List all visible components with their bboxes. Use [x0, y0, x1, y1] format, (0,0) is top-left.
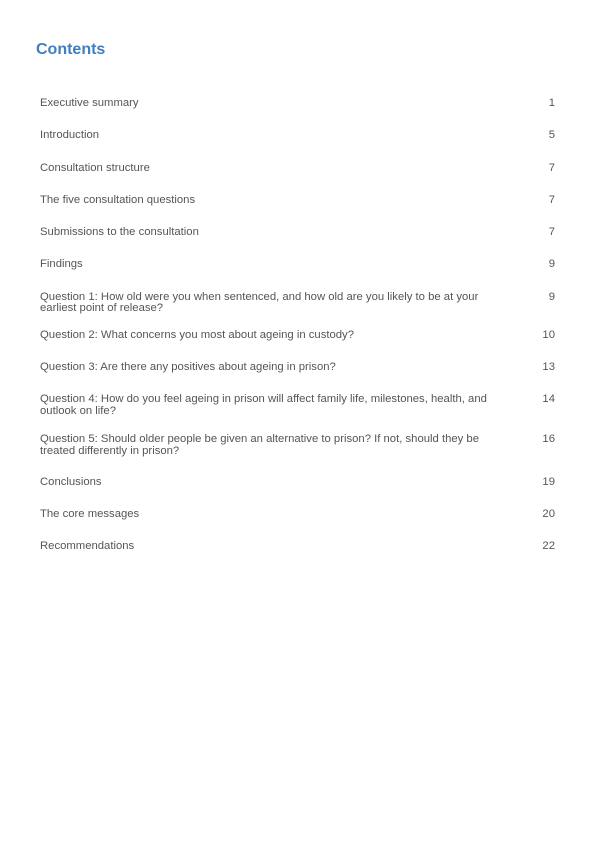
toc-entry-page-number: 7: [548, 193, 555, 206]
toc-entry[interactable]: [40, 394, 555, 434]
toc-entry-title: Conclusions: [40, 475, 102, 488]
contents-heading: Contents: [36, 41, 106, 58]
toc-entry-title: Recommendations: [40, 540, 135, 553]
toc-entry-page-number: 16: [542, 433, 555, 446]
toc-entry-page-number: 10: [542, 328, 555, 341]
table-of-contents: [40, 98, 555, 565]
toc-entry[interactable]: [40, 477, 555, 510]
toc-entry-title: Question 3: Are there any positives about ageing in prison?: [40, 360, 336, 373]
toc-entry[interactable]: [40, 163, 555, 195]
toc-entry-title: Submissions to the consultation: [40, 226, 199, 239]
toc-entry-title: Introduction: [40, 129, 100, 142]
toc-entry[interactable]: [40, 259, 555, 291]
toc-entry-page-number: 13: [542, 360, 555, 373]
toc-entry-title: Question 5: Should older people be given an alternative to prison? If not, should they be treated differently in prison?: [40, 433, 479, 457]
toc-entry-page-number: 1: [548, 97, 555, 109]
toc-entry-page-number: 9: [548, 290, 555, 303]
toc-entry-page-number: 7: [548, 161, 555, 174]
toc-entry-page-number: 14: [542, 393, 555, 406]
toc-entry[interactable]: [40, 292, 555, 330]
toc-entry[interactable]: [40, 227, 555, 259]
toc-entry[interactable]: [40, 195, 555, 227]
toc-entry-title: The five consultation questions: [40, 193, 196, 206]
toc-entry-title: Consultation structure: [40, 161, 150, 174]
toc-entry[interactable]: [40, 509, 555, 541]
toc-entry[interactable]: [40, 541, 555, 565]
toc-entry-page-number: 22: [542, 540, 555, 553]
toc-entry-title: Question 4: How do you feel ageing in prison will affect family life, milestones, health, and outlook on life?: [40, 393, 487, 417]
toc-entry-page-number: 5: [548, 129, 555, 142]
toc-entry-title: Question 1: How old were you when sentenced, and how old are you likely to be at your earliest point of release?: [40, 290, 479, 315]
toc-entry-title: Findings: [40, 258, 83, 271]
toc-entry[interactable]: [40, 330, 555, 362]
toc-entry[interactable]: [40, 98, 555, 130]
toc-entry-page-number: 19: [542, 475, 555, 488]
toc-entry[interactable]: [40, 130, 555, 162]
toc-entry-page-number: 20: [542, 508, 555, 521]
toc-entry-title: Question 2: What concerns you most about ageing in custody?: [40, 328, 354, 341]
toc-entry-page-number: 9: [548, 258, 555, 271]
toc-entry-page-number: 7: [548, 226, 555, 239]
toc-entry[interactable]: [40, 362, 555, 395]
toc-entry-title: The core messages: [40, 508, 140, 521]
toc-entry[interactable]: [40, 434, 555, 477]
toc-entry-title: Executive summary: [40, 97, 139, 109]
